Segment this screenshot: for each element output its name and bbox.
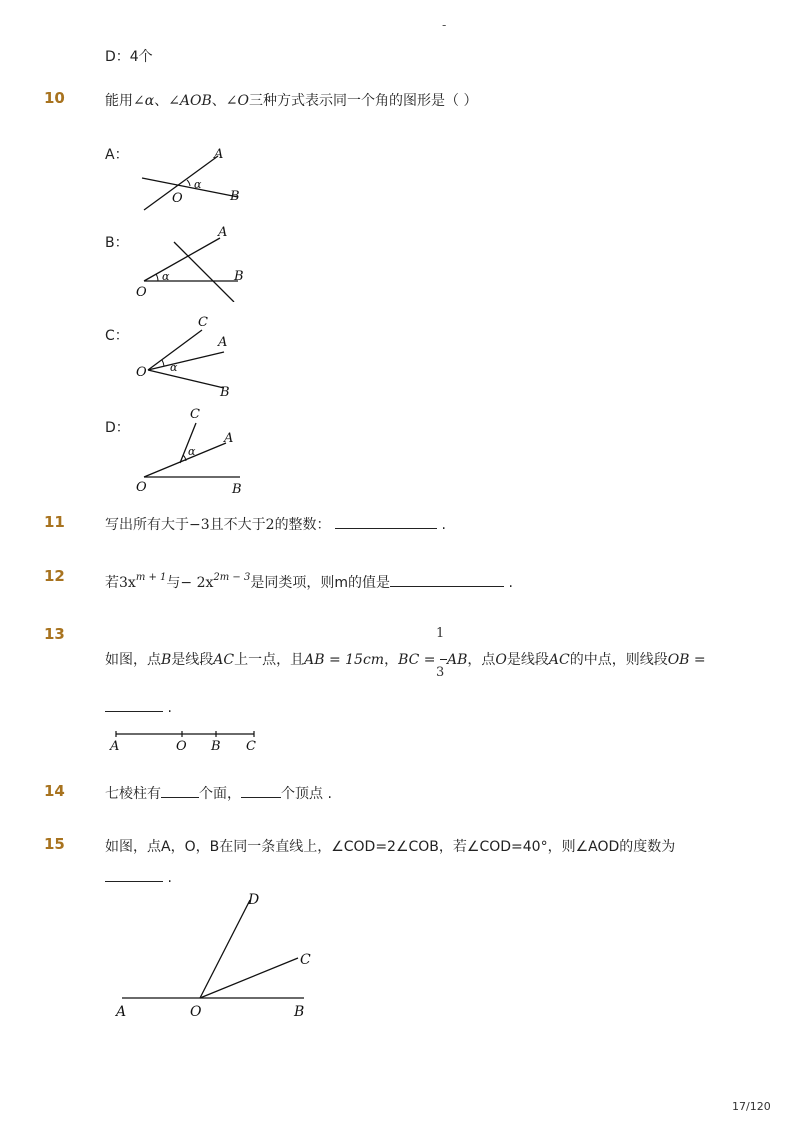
answer-blank[interactable]: [335, 516, 437, 529]
question-15-answer-line: .: [105, 869, 172, 886]
option-b-figure: [130, 222, 260, 302]
fraction-numerator: 1: [436, 626, 445, 641]
label-b: B: [234, 269, 244, 284]
label-a: A: [110, 739, 120, 754]
option-d-figure: [130, 405, 260, 497]
option-c-label[interactable]: C：: [105, 328, 129, 344]
question-11-stem: 写出所有大于−3且不大于2的整数： .: [105, 517, 446, 533]
previous-option-d: D：4个: [105, 49, 153, 65]
label-o: O: [136, 365, 147, 380]
label-o: O: [190, 1004, 202, 1020]
label-c: C: [246, 739, 256, 754]
label-c: C: [300, 952, 311, 968]
label-b: B: [230, 189, 240, 204]
question-number-11: 11: [44, 513, 65, 531]
header-mark: -: [442, 18, 447, 32]
question-number-15: 15: [44, 835, 65, 853]
label-a: A: [218, 225, 228, 240]
question-14-stem: 七棱柱有 个面， 个顶点 .: [105, 786, 332, 802]
label-o: O: [136, 285, 147, 300]
label-alpha: α: [194, 178, 202, 191]
answer-blank-faces[interactable]: [161, 785, 199, 798]
option-a-figure: [130, 140, 260, 218]
question-15-stem: 如图，点A，O，B在同一条直线上，∠COD=2∠COB，若∠COD=40°，则∠AOD的度数为: [105, 839, 676, 855]
label-d: D: [248, 892, 260, 908]
label-a: A: [116, 1004, 127, 1020]
question-13-stem: 如图，点B是线段AC上一点，且AB = 15cm，BC = AB，点O是线段AC的中点，则线段OB =: [105, 652, 706, 668]
label-alpha: α: [188, 445, 196, 458]
label-b: B: [220, 385, 230, 400]
label-o: O: [176, 739, 187, 754]
question-number-12: 12: [44, 567, 65, 585]
label-o: O: [136, 480, 147, 495]
answer-blank[interactable]: [105, 699, 163, 712]
option-a-label[interactable]: A：: [105, 147, 129, 163]
label-b: B: [211, 739, 221, 754]
answer-blank[interactable]: [105, 869, 163, 882]
label-o: O: [172, 191, 183, 206]
label-alpha: α: [162, 270, 170, 283]
answer-blank[interactable]: [390, 574, 504, 587]
question-10-stem: 能用∠α、∠AOB、∠O三种方式表示同一个角的图形是（ ）: [105, 93, 478, 109]
option-c-figure: [130, 314, 260, 404]
question-12-stem: 若$3x^{m + 1}$与− $2x^{2m - 3}$是同类项，则m的值是 .: [105, 572, 513, 591]
label-c: C: [190, 407, 200, 422]
page-number: 17/120: [732, 1100, 771, 1113]
question-13-answer-line: .: [105, 699, 172, 716]
fraction-denominator: 3: [436, 665, 445, 680]
question-number-14: 14: [44, 782, 65, 800]
label-a: A: [214, 147, 224, 162]
option-b-label[interactable]: B：: [105, 235, 129, 251]
label-b: B: [232, 482, 242, 497]
question-number-10: 10: [44, 89, 65, 107]
label-alpha: α: [170, 361, 178, 374]
option-d-label[interactable]: D：: [105, 420, 130, 436]
label-a: A: [218, 335, 228, 350]
label-b: B: [294, 1004, 305, 1020]
q13-segment-figure: [104, 726, 264, 754]
q15-angle-figure: [108, 888, 328, 1022]
label-c: C: [198, 315, 208, 330]
question-number-13: 13: [44, 625, 65, 643]
label-a: A: [224, 431, 234, 446]
answer-blank-vertices[interactable]: [241, 785, 281, 798]
